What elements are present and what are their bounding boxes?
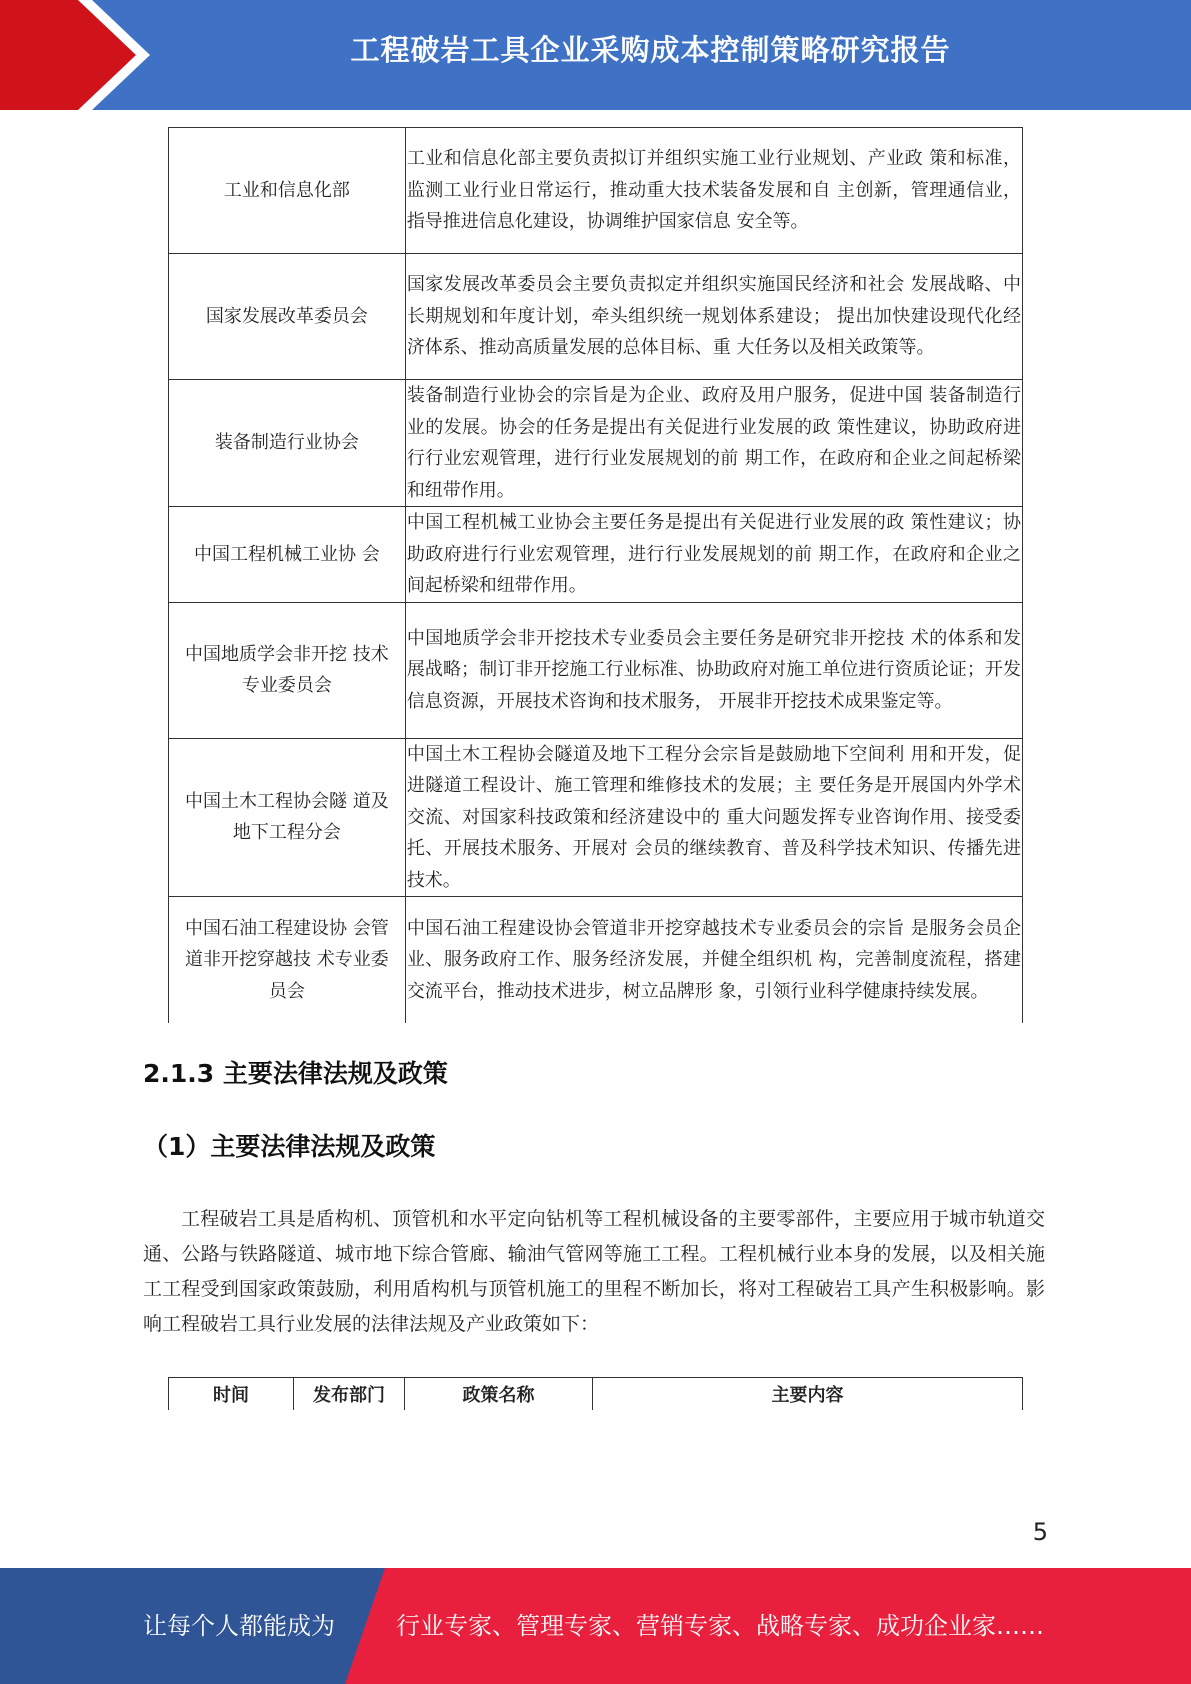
table-row xyxy=(169,738,1023,897)
body-paragraph: 工程破岩工具是盾构机、顶管机和水平定向钻机等工程机械设备的主要零部件，主要应用于城市轨道交通、公路与铁路隧道、城市地下综合管廊、输油气管网等施工工程。工程机械行业本身的发展，以及相关施工工程受到国家政策鼓励，利用盾构机与顶管机施工的里程不断加长，将对工程破岩工具产生积极影响。影响工程破岩工具行业发展的法律法规及产业政策如下： xyxy=(143,1208,1045,1335)
org-name: 中国工程机械工业协 会 xyxy=(169,507,406,603)
page-number: 5 xyxy=(1032,1518,1048,1546)
org-name: 国家发展改革委员会 xyxy=(169,254,406,380)
section-heading: 2.1.3 主要法律法规及政策 xyxy=(143,1059,448,1088)
org-description: 中国石油工程建设协会管道非开挖穿越技术专业委员会的宗旨 是服务会员企业、服务政府工作、服务经济发展，并健全组织机 构，完善制度流程，搭建交流平台，推动技术进步，树立品牌形 象，引领行业科学健康持续发展。 xyxy=(405,897,1022,1023)
org-description: 工业和信息化部主要负责拟订并组织实施工业行业规划、产业政 策和标准，监测工业行业日常运行，推动重大技术装备发展和自 主创新，管理通信业，指导推进信息化建设，协调维护国家信息 安全等。 xyxy=(405,128,1022,254)
table-row xyxy=(169,507,1023,603)
policy-table xyxy=(168,1377,1023,1410)
org-description: 中国地质学会非开挖技术专业委员会主要任务是研究非开挖技 术的体系和发展战略；制订非开挖施工行业标准、协助政府对施工单位进行资质论证；开发信息资源，开展技术咨询和技术服务， 开展非开挖技术成果鉴定等。 xyxy=(405,602,1022,738)
org-description: 国家发展改革委员会主要负责拟定并组织实施国民经济和社会 发展战略、中长期规划和年度计划，牵头组织统一规划体系建设； 提出加快建设现代化经济体系、推动高质量发展的总体目标、重 大任务以及相关政策等。 xyxy=(405,254,1022,380)
header-chevron-decoration xyxy=(0,0,160,110)
column-header-main-content: 主要内容 xyxy=(593,1378,1023,1411)
page-footer xyxy=(0,1568,1191,1684)
report-title: 工程破岩工具企业采购成本控制策略研究报告 xyxy=(350,33,951,67)
table-row xyxy=(169,897,1023,1023)
table-row xyxy=(169,602,1023,738)
column-header-time: 时间 xyxy=(169,1378,294,1411)
org-name: 中国石油工程建设协 会管道非开挖穿越技 术专业委员会 xyxy=(169,897,406,1023)
org-name: 装备制造行业协会 xyxy=(169,380,406,507)
footer-slogan-right: 行业专家、管理专家、营销专家、战略专家、成功企业家…… xyxy=(396,1612,1044,1640)
org-name: 中国地质学会非开挖 技术专业委员会 xyxy=(169,602,406,738)
org-name: 中国土木工程协会隧 道及地下工程分会 xyxy=(169,738,406,897)
footer-slogan-left: 让每个人都能成为 xyxy=(143,1612,335,1640)
org-description: 中国工程机械工业协会主要任务是提出有关促进行业发展的政 策性建议；协助政府进行行业宏观管理，进行行业发展规划的前 期工作，在政府和企业之间起桥梁和纽带作用。 xyxy=(405,507,1022,603)
subsection-heading: （1）主要法律法规及政策 xyxy=(143,1132,436,1161)
table-row xyxy=(169,254,1023,380)
org-description: 装备制造行业协会的宗旨是为企业、政府及用户服务，促进中国 装备制造行业的发展。协会的任务是提出有关促进行业发展的政 策性建议，协助政府进行行业宏观管理，进行行业发展规划的前 期工作，在政府和企业之间起桥梁和纽带作用。 xyxy=(405,380,1022,507)
org-name: 工业和信息化部 xyxy=(169,128,406,254)
table-header-row xyxy=(169,1378,1023,1411)
column-header-policy-name: 政策名称 xyxy=(405,1378,593,1411)
page-header xyxy=(0,0,1191,110)
org-description: 中国土木工程协会隧道及地下工程分会宗旨是鼓励地下空间利 用和开发，促进隧道工程设计、施工管理和维修技术的发展；主 要任务是开展国内外学术交流、对国家科技政策和经济建设中的 重大问题发挥专业咨询作用、接受委托、开展技术服务、开展对 会员的继续教育、普及科学技术知识、传播先进技术。 xyxy=(405,738,1022,897)
table-row xyxy=(169,128,1023,254)
table-row xyxy=(169,380,1023,507)
org-table xyxy=(168,127,1023,1023)
column-header-department: 发布部门 xyxy=(294,1378,405,1411)
